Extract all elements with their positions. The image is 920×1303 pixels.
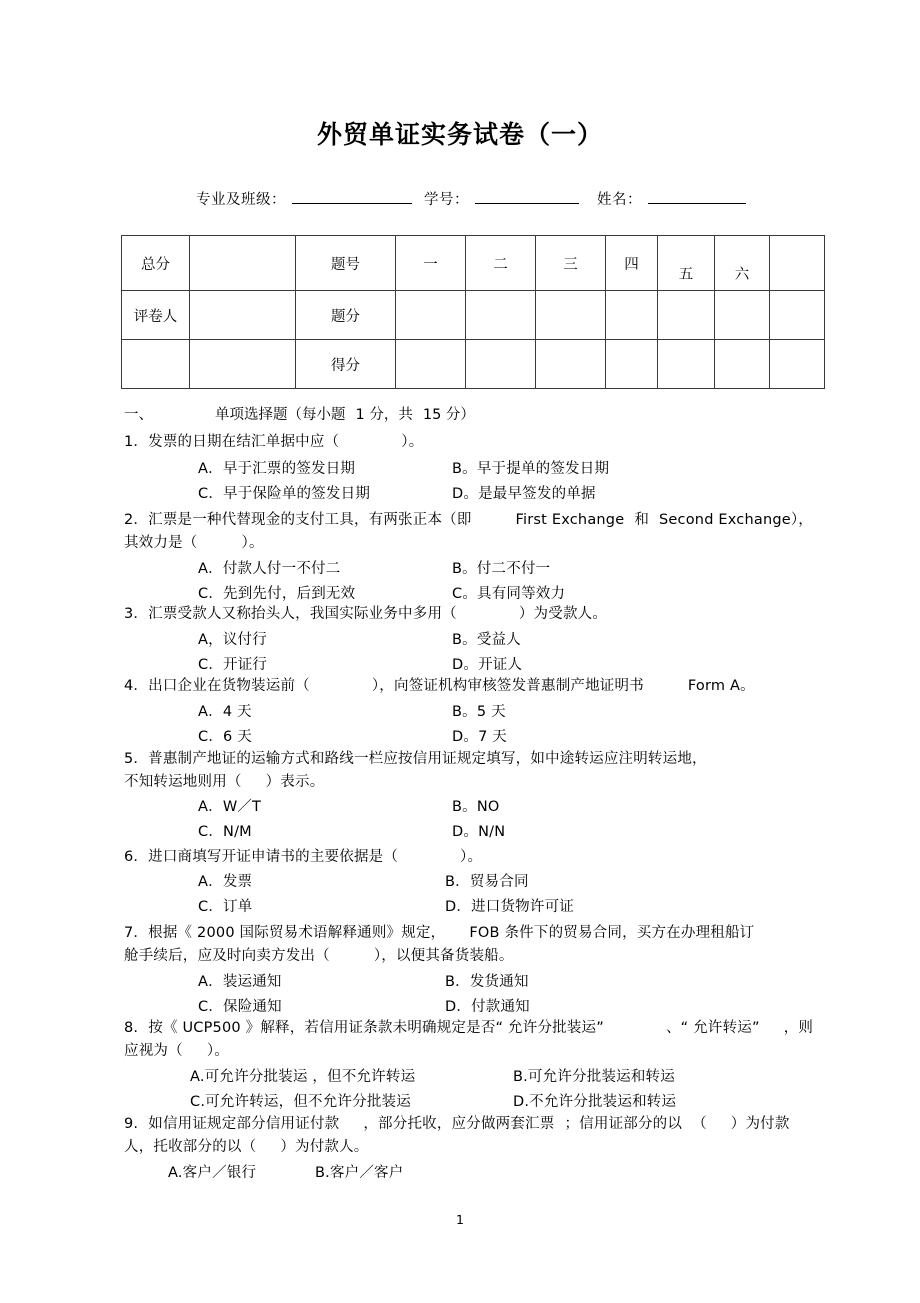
question-6-option-d[interactable]: D．进口货物许可证 (445, 899, 574, 915)
question-9-option-b[interactable]: B.客户／客户 (315, 1165, 404, 1181)
question-3-body: 汇票受款人又称抬头人，我国实际业务中多用（ (148, 606, 457, 622)
question-4-text (124, 674, 755, 695)
question-7-number: 7． (124, 925, 149, 941)
score-table (121, 235, 825, 389)
question-5-line2-tail: ）表示。 (265, 774, 325, 790)
question-1-option-b[interactable]: B。早于提单的签发日期 (452, 461, 610, 477)
question-2-body: 汇票是一种代替现金的支付工具，有两张正本（即 (148, 512, 472, 528)
question-5-body: 普惠制产地证的运输方式和路线一栏应按信用证规定填写，如中途转运应注明转运地， (148, 751, 707, 767)
earned-points-2[interactable] (466, 340, 536, 389)
question-no-6: 六 (715, 236, 770, 291)
question-7-option-a[interactable]: A．装运通知 (198, 974, 282, 990)
question-3-tail: ）为受款人。 (518, 606, 608, 622)
earned-points-label: 得分 (296, 340, 396, 389)
question-no-3: 三 (536, 236, 606, 291)
question-6-tail: ）。 (460, 849, 483, 865)
table-row (122, 236, 825, 291)
question-no-4: 四 (606, 236, 658, 291)
section-total: 15 分） (422, 407, 475, 423)
question-1-option-a[interactable]: A．早于汇票的签发日期 (198, 461, 356, 477)
question-2-text-line2 (124, 531, 264, 552)
question-8-option-d[interactable]: D.不允许分批装运和转运 (513, 1094, 677, 1110)
name-input-blank[interactable] (648, 203, 746, 204)
question-2-option-c[interactable]: C．先到先付，后到无效 (198, 586, 356, 602)
question-1-number: 1． (124, 434, 149, 450)
question-8-option-c[interactable]: C.可允许转运，但不允许分批装运 (190, 1094, 411, 1110)
total-score-label: 总分 (122, 236, 190, 291)
question-8-tail: ，则 (783, 1020, 814, 1036)
question-9-line2: 人，托收部分的以（ (124, 1139, 257, 1155)
question-3-option-b[interactable]: B。受益人 (452, 632, 521, 648)
question-9-tail: （ (692, 1116, 707, 1132)
question-no-5: 五 (658, 236, 715, 291)
question-1-body: 发票的日期在结汇单据中应（ (148, 434, 340, 450)
question-9-tail2: ）为付款 (730, 1116, 790, 1132)
grader-label: 评卷人 (122, 291, 190, 340)
question-7-text-line2 (124, 944, 514, 965)
student-info-line (196, 188, 746, 209)
question-2-mid: First Exchange (515, 512, 625, 528)
earned-points-extra[interactable] (770, 340, 825, 389)
question-9-body: 如信用证规定部分信用证付款 (148, 1116, 340, 1132)
question-no-2: 二 (466, 236, 536, 291)
question-4-option-d[interactable]: D。7 天 (452, 729, 507, 745)
question-7-mid: FOB 条件下的贸易合同，买方在办理租船订 (469, 925, 755, 941)
question-3-text (124, 602, 607, 623)
earned-points-3[interactable] (536, 340, 606, 389)
question-7-line2: 舱手续后，应及时向卖方发出（ (124, 948, 330, 964)
question-2-number: 2． (124, 512, 149, 528)
page-title: 外贸单证实务试卷（一） (316, 120, 603, 149)
question-6-text (124, 845, 482, 866)
question-2-mid3: Second Exchange）， (659, 512, 814, 528)
question-5-option-d[interactable]: D。N/N (452, 824, 506, 840)
question-8-text-line2 (124, 1039, 229, 1060)
question-4-option-b[interactable]: B。5 天 (452, 704, 506, 720)
question-6-option-b[interactable]: B．贸易合同 (445, 874, 529, 890)
question-1-tail: ）。 (401, 434, 424, 450)
question-points-2[interactable] (466, 291, 536, 340)
question-3-option-d[interactable]: D。开证人 (452, 657, 523, 673)
section-number: 一、 (124, 407, 153, 423)
question-9-text-line2 (124, 1135, 369, 1156)
student-id-label: 学号： (424, 192, 469, 208)
question-points-5[interactable] (658, 291, 715, 340)
class-label: 专业及班级： (196, 192, 286, 208)
question-5-option-c[interactable]: C．N/M (198, 824, 252, 840)
question-9-option-a[interactable]: A.客户／银行 (168, 1165, 257, 1181)
grader-value[interactable] (190, 291, 296, 340)
question-points-6[interactable] (715, 291, 770, 340)
question-9-mid: ，部分托收，应分做两套汇票 (363, 1116, 555, 1132)
question-6-body: 进口商填写开证申请书的主要依据是（ (148, 849, 399, 865)
question-no-extra (770, 236, 825, 291)
earned-points-5[interactable] (658, 340, 715, 389)
question-9-mid2: ；信用证部分的以 (564, 1116, 683, 1132)
question-3-number: 3． (124, 606, 149, 622)
question-points-label: 题分 (296, 291, 396, 340)
earned-row-label-blank (122, 340, 190, 389)
question-6-option-c[interactable]: C．订单 (198, 899, 253, 915)
question-5-text-line2 (124, 770, 324, 791)
question-points-4[interactable] (606, 291, 658, 340)
question-2-option-a[interactable]: A．付款人付一不付二 (198, 561, 341, 577)
page-number: 1 (456, 1212, 464, 1227)
question-5-option-b[interactable]: B。NO (452, 799, 500, 815)
question-8-number: 8. (124, 1020, 139, 1036)
question-1-option-c[interactable]: C．早于保险单的签发日期 (198, 486, 371, 502)
question-8-body: 按《 UCP500 》解释，若信用证条款未明确规定是否“ 允许分批装运” (148, 1020, 604, 1036)
question-6-number: 6． (124, 849, 149, 865)
question-2-text-line1 (124, 508, 813, 529)
earned-points-1[interactable] (396, 340, 466, 389)
question-7-option-b[interactable]: B．发货通知 (445, 974, 529, 990)
question-points-extra[interactable] (770, 291, 825, 340)
question-3-option-a[interactable]: A，议付行 (198, 632, 267, 648)
question-7-text-line1 (124, 921, 754, 942)
question-9-text-line1 (124, 1112, 790, 1133)
question-9-line2-tail: ）为付款人。 (280, 1139, 369, 1155)
question-5-text-line1 (124, 747, 707, 768)
question-no-1: 一 (396, 236, 466, 291)
question-4-number: 4． (124, 678, 149, 694)
question-2-line2-tail: ）。 (241, 535, 264, 551)
section-points: 1 分，共 (355, 407, 413, 423)
student-id-input-blank[interactable] (475, 203, 579, 204)
question-8-option-a[interactable]: A.可允许分批装运 ，但不允许转运 (190, 1069, 416, 1085)
question-4-tail: ），向签证机构审核签发普惠制产地证明书 (371, 678, 644, 694)
question-5-option-a[interactable]: A．W／T (198, 799, 262, 815)
question-2-mid2: 和 (634, 512, 650, 528)
table-row (122, 291, 825, 340)
question-3-option-c[interactable]: C．开证行 (198, 657, 268, 673)
question-2-option-b[interactable]: B。付二不付一 (452, 561, 551, 577)
question-7-option-c[interactable]: C．保险通知 (198, 999, 282, 1015)
question-points-1[interactable] (396, 291, 466, 340)
question-6-option-a[interactable]: A．发票 (198, 874, 253, 890)
question-8-line2: 应视为（ (124, 1043, 183, 1059)
table-row (122, 340, 825, 389)
question-4-body: 出口企业在货物装运前（ (148, 678, 310, 694)
question-7-body: 根据《 2000 国际贸易术语解释通则》规定， (148, 925, 446, 941)
question-7-option-d[interactable]: D．付款通知 (445, 999, 530, 1015)
question-8-text-line1 (124, 1016, 813, 1037)
question-no-label: 题号 (296, 236, 396, 291)
section-title: 单项选择题（每小题 (215, 407, 346, 423)
class-input-blank[interactable] (292, 203, 412, 204)
question-4-tail2: Form A。 (687, 678, 755, 694)
question-9-number: 9. (124, 1116, 139, 1132)
earned-points-4[interactable] (606, 340, 658, 389)
name-label: 姓名： (597, 192, 642, 208)
question-1-option-d[interactable]: D。是最早签发的单据 (452, 486, 596, 502)
question-8-option-b[interactable]: B.可允许分批装运和转运 (513, 1069, 675, 1085)
total-score-value[interactable] (190, 236, 296, 291)
question-8-mid: 、“ 允许转运” (665, 1020, 760, 1036)
question-points-3[interactable] (536, 291, 606, 340)
section-heading (124, 403, 475, 424)
question-2-line2: 其效力是（ (124, 535, 198, 551)
earned-points-6[interactable] (715, 340, 770, 389)
question-4-option-c[interactable]: C．6 天 (198, 729, 252, 745)
question-8-line2-tail: ）。 (206, 1043, 229, 1059)
question-2-option-d[interactable]: C。具有同等效力 (452, 586, 566, 602)
question-7-line2-tail: ），以便其备货装船。 (373, 948, 514, 964)
question-5-number: 5． (124, 751, 149, 767)
earned-row-value-blank[interactable] (190, 340, 296, 389)
question-5-line2: 不知转运地则用（ (124, 774, 242, 790)
question-1-text (124, 430, 423, 451)
question-4-option-a[interactable]: A．4 天 (198, 704, 252, 720)
